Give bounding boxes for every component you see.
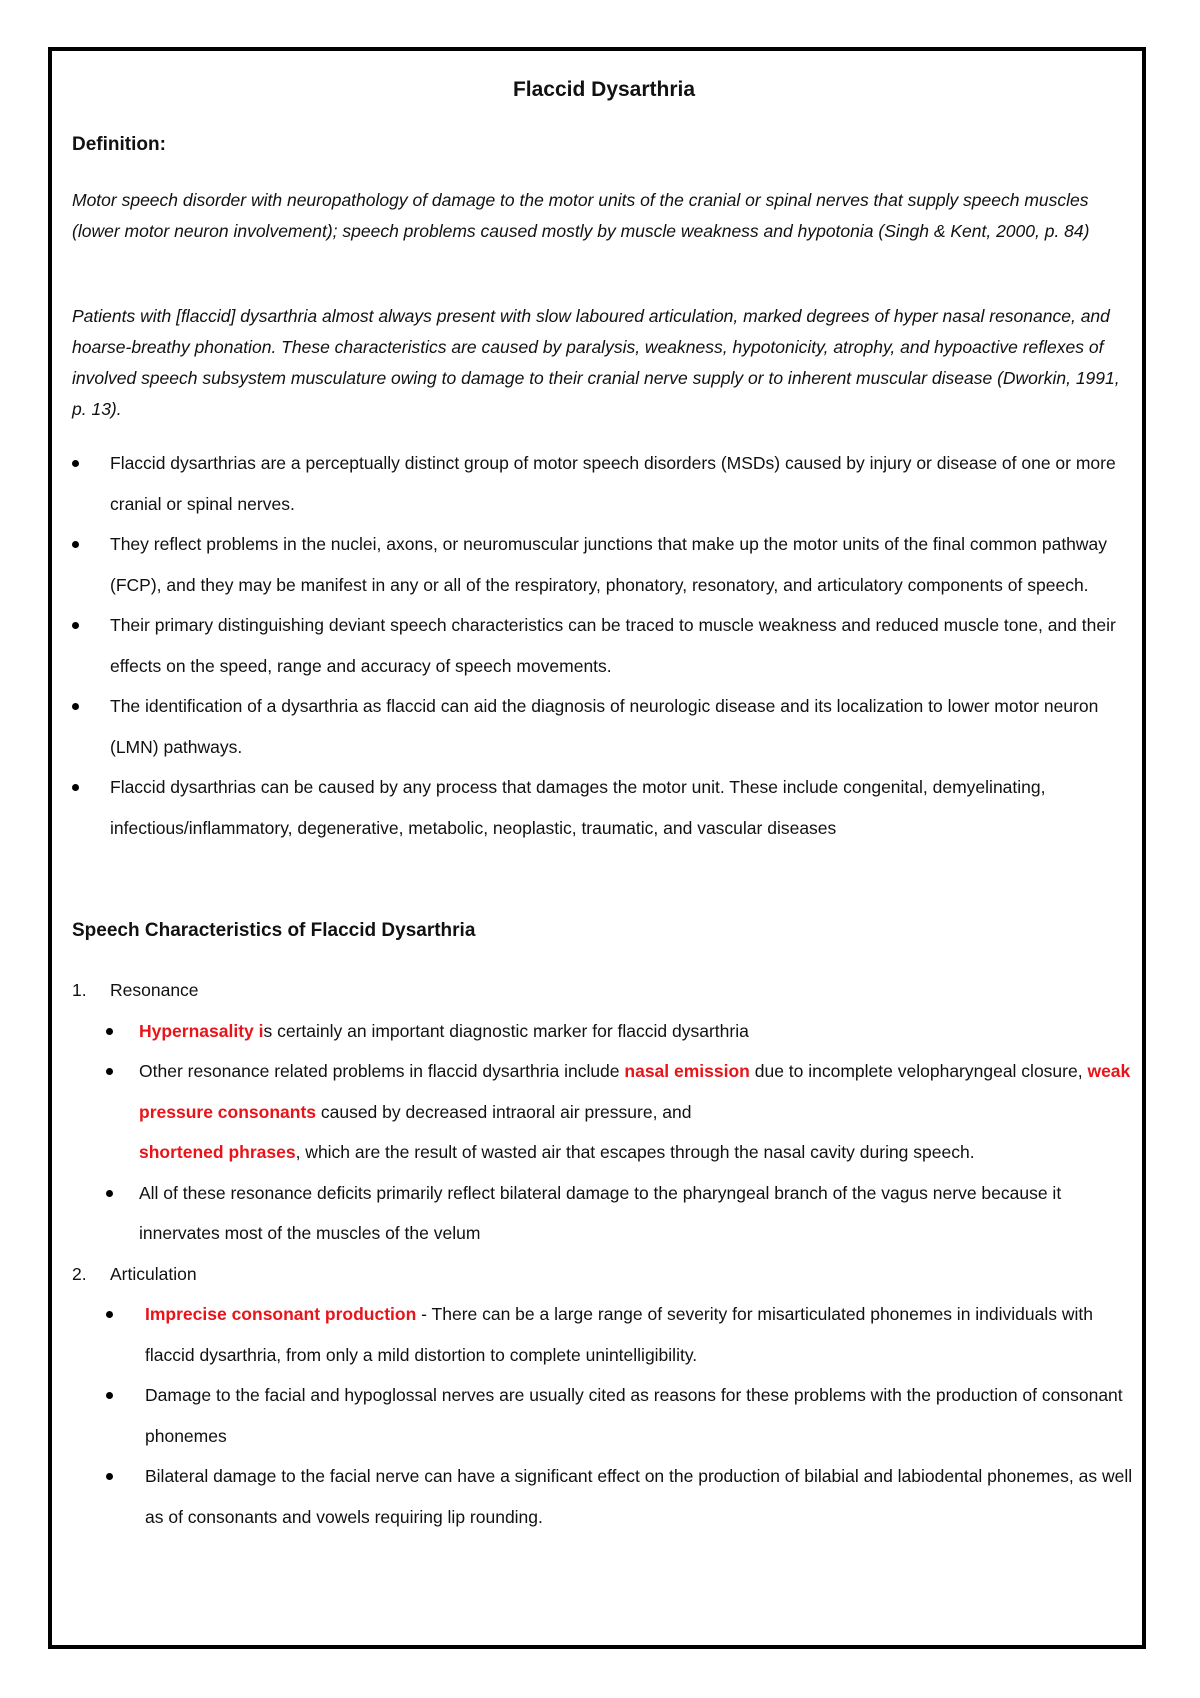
characteristics-list [72, 970, 1136, 1537]
resonance-item [72, 970, 1136, 1254]
list-item: Imprecise consonant production - There can be a large range of severity for misarticulated phonemes in individuals with flaccid dysarthria, from only a mild distortion to complete unintelligibility. [72, 1294, 1136, 1375]
list-item: Flaccid dysarthrias can be caused by any process that damages the motor unit. These include congenital, demyelinating, infectious/inflammatory, degenerative, metabolic, neoplastic, traumatic, and vascular diseases [72, 767, 1132, 848]
bullet-icon [106, 1311, 113, 1318]
highlight-term: shortened phrases [139, 1142, 296, 1162]
list-number: 1. [72, 980, 87, 1000]
bullet-icon [72, 622, 79, 629]
bullet-icon [72, 784, 79, 791]
list-item: Other resonance related problems in flaccid dysarthria include nasal emission due to incomplete velopharyngeal closure, weak pressure consonants caused by decreased intraoral air pressure, and shortened phrases, which are the result of wasted air that escapes through the nasal cavity during speech. [72, 1051, 1136, 1173]
bullet-icon [72, 703, 79, 710]
list-item: Bilateral damage to the facial nerve can have a significant effect on the production of bilabial and labiodental phonemes, as well as of consonants and vowels requiring lip rounding. [72, 1456, 1136, 1537]
definition-quote-2: Patients with [flaccid] dysarthria almost always present with slow laboured articulation, marked degrees of hyper nasal resonance, and hoarse-breathy phonation. These characteristics are caused by paralysis, weakness, hypotonicity, atrophy, and hypoactive reflexes of involved speech subsystem musculature owing to damage to their cranial nerve supply or to inherent muscular disease (Dworkin, 1991, p. 13). [72, 306, 1120, 419]
bullet-icon [72, 541, 79, 548]
list-item: Their primary distinguishing deviant speech characteristics can be traced to muscle weakness and reduced muscle tone, and their effects on the speed, range and accuracy of speech movements. [72, 605, 1132, 686]
highlight-term: Hypernasality i [139, 1020, 264, 1041]
list-item: Damage to the facial and hypoglossal nerves are usually cited as reasons for these problems with the production of consonant phonemes [72, 1375, 1136, 1456]
bullet-icon [106, 1068, 113, 1075]
overview-bullet-list [72, 443, 1132, 848]
articulation-label: Articulation [110, 1263, 197, 1284]
definition-label: Definition: [72, 134, 166, 155]
list-item: The identification of a dysarthria as flaccid can aid the diagnosis of neurologic disease and its localization to lower motor neuron (LMN) pathways. [72, 686, 1132, 767]
resonance-sub-list [72, 1011, 1136, 1254]
definition-quote-1: Motor speech disorder with neuropathology of damage to the motor units of the cranial or spinal nerves that supply speech muscles (lower motor neuron involvement); speech problems caused mostly by muscle weakness and hypotonia (Singh & Kent, 2000, p. 84) [72, 190, 1090, 241]
articulation-item [72, 1254, 1136, 1538]
list-item: They reflect problems in the nuclei, axons, or neuromuscular junctions that make up the motor units of the final common pathway (FCP), and they may be manifest in any or all of the respiratory, phonatory, resonatory, and articulatory components of speech. [72, 524, 1132, 605]
highlight-term: weak pressure consonants [139, 1061, 1131, 1122]
page-title: Flaccid Dysarthria [512, 78, 696, 101]
list-number: 2. [72, 1263, 87, 1284]
highlight-term: Imprecise consonant production [145, 1304, 417, 1324]
bullet-icon [72, 460, 79, 467]
bullet-icon [106, 1392, 113, 1399]
section-heading: Speech Characteristics of Flaccid Dysarthria [72, 920, 476, 941]
list-item: Flaccid dysarthrias are a perceptually distinct group of motor speech disorders (MSDs) caused by injury or disease of one or more cranial or spinal nerves. [72, 443, 1132, 524]
resonance-label: Resonance [110, 980, 199, 1000]
bullet-icon [106, 1028, 113, 1035]
articulation-sub-list [72, 1294, 1136, 1537]
highlight-term: nasal emission [624, 1061, 750, 1081]
list-item: Hypernasality is certainly an important diagnostic marker for flaccid dysarthria [72, 1011, 1136, 1052]
bullet-icon [106, 1473, 113, 1480]
list-item: All of these resonance deficits primarily reflect bilateral damage to the pharyngeal branch of the vagus nerve because it innervates most of the muscles of the velum [72, 1173, 1136, 1254]
bullet-icon [106, 1190, 113, 1197]
